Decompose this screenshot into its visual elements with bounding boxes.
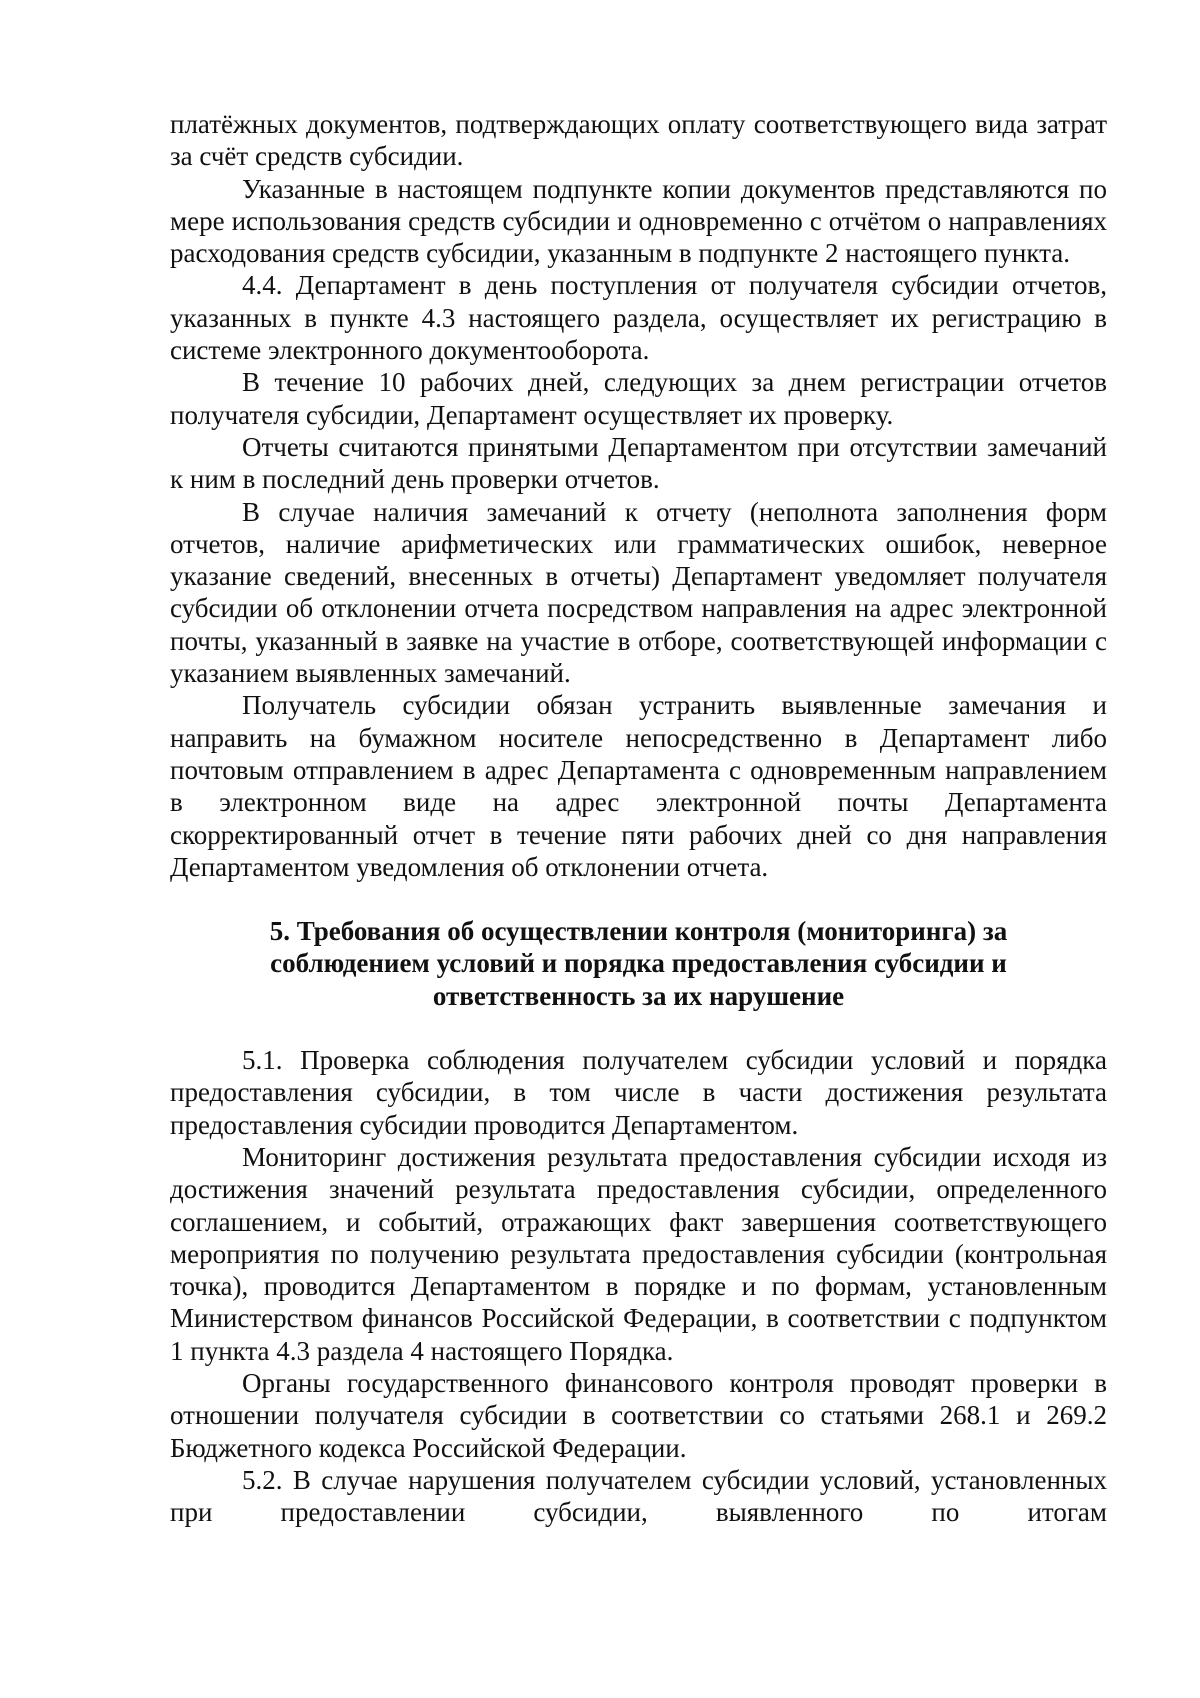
paragraph-5-1: 5.1. Проверка соблюдения получателем субсидии условий и порядка предоставления субсидии, в том числе в части достижения результата предоставления субсидии проводится Департаментом. xyxy=(170,1045,1107,1140)
section-heading-line: ответственность за их нарушение xyxy=(432,980,845,1011)
section-heading-line: соблюдением условий и порядка предоставления субсидии и xyxy=(270,948,1007,979)
paragraph-review-period: В течение 10 рабочих дней, следующих за днем регистрации отчетов получателя субсидии, Департамент осуществляет их проверку. xyxy=(170,367,1107,430)
paragraph-monitoring: Мониторинг достижения результата предоставления субсидии исходя из достижения значений результата предоставления субсидии, определенного соглашением, и событий, отражающих факт завершения соответствующего мероприятия по получению результата предоставления субсидии (контрольная точка), проводится Департаментом в порядке и по формам, установленным Министерством финансов Российской Федерации, в соответствии с подпунктом 1 пункта 4.3 раздела 4 настоящего Порядка. xyxy=(170,1141,1107,1366)
paragraph-continuation: платёжных документов, подтверждающих оплату соответствующего вида затрат за счёт средств субсидии. xyxy=(170,109,1107,172)
paragraph-remarks: В случае наличия замечаний к отчету (неполнота заполнения форм отчетов, наличие арифметических или грамматических ошибок, неверное указание сведений, внесенных в отчеты) Департамент уведомляет получателя субсидии об отклонении отчета посредством направления на адрес электронной почты, указанный в заявке на участие в отборе, соответствующей информации с указанием выявленных замечаний. xyxy=(170,496,1107,689)
paragraph-5-2: 5.2. В случае нарушения получателем субсидии условий, установленных при предоставлении субсидии, выявленного по итогам xyxy=(170,1464,1107,1528)
paragraph-4-4: 4.4. Департамент в день поступления от получателя субсидии отчетов, указанных в пункте 4.3 настоящего раздела, осуществляет их регистрацию в системе электронного документооборота. xyxy=(170,270,1107,366)
section-5-heading xyxy=(170,915,1107,1012)
paragraph-recipient-obligation: Получатель субсидии обязан устранить выявленные замечания и направить на бумажном носителе непосредственно в Департамент либо почтовым отправлением в адрес Департамента с одновременным направлением в электронном виде на адрес электронной почты Департамента скорректированный отчет в течение пяти рабочих дней со дня направления Департаментом уведомления об отклонении отчета. xyxy=(170,690,1107,882)
paragraph-financial-control: Органы государственного финансового контроля проводят проверки в отношении получателя субсидии в соответствии со статьями 268.1 и 269.2 Бюджетного кодекса Российской Федерации. xyxy=(170,1367,1107,1463)
paragraph-copies-documents: Указанные в настоящем подпункте копии документов представляются по мере использования средств субсидии и одновременно с отчётом о направлениях расходования средств субсидии, указанным в подпункте 2 настоящего пункта. xyxy=(170,173,1107,269)
paragraph-reports-accepted: Отчеты считаются принятыми Департаментом при отсутствии замечаний к ним в последний день проверки отчетов. xyxy=(170,431,1107,495)
section-heading-line: 5. Требования об осуществлении контроля (мониторинга) за xyxy=(269,916,1008,947)
document-page xyxy=(170,108,1107,1528)
